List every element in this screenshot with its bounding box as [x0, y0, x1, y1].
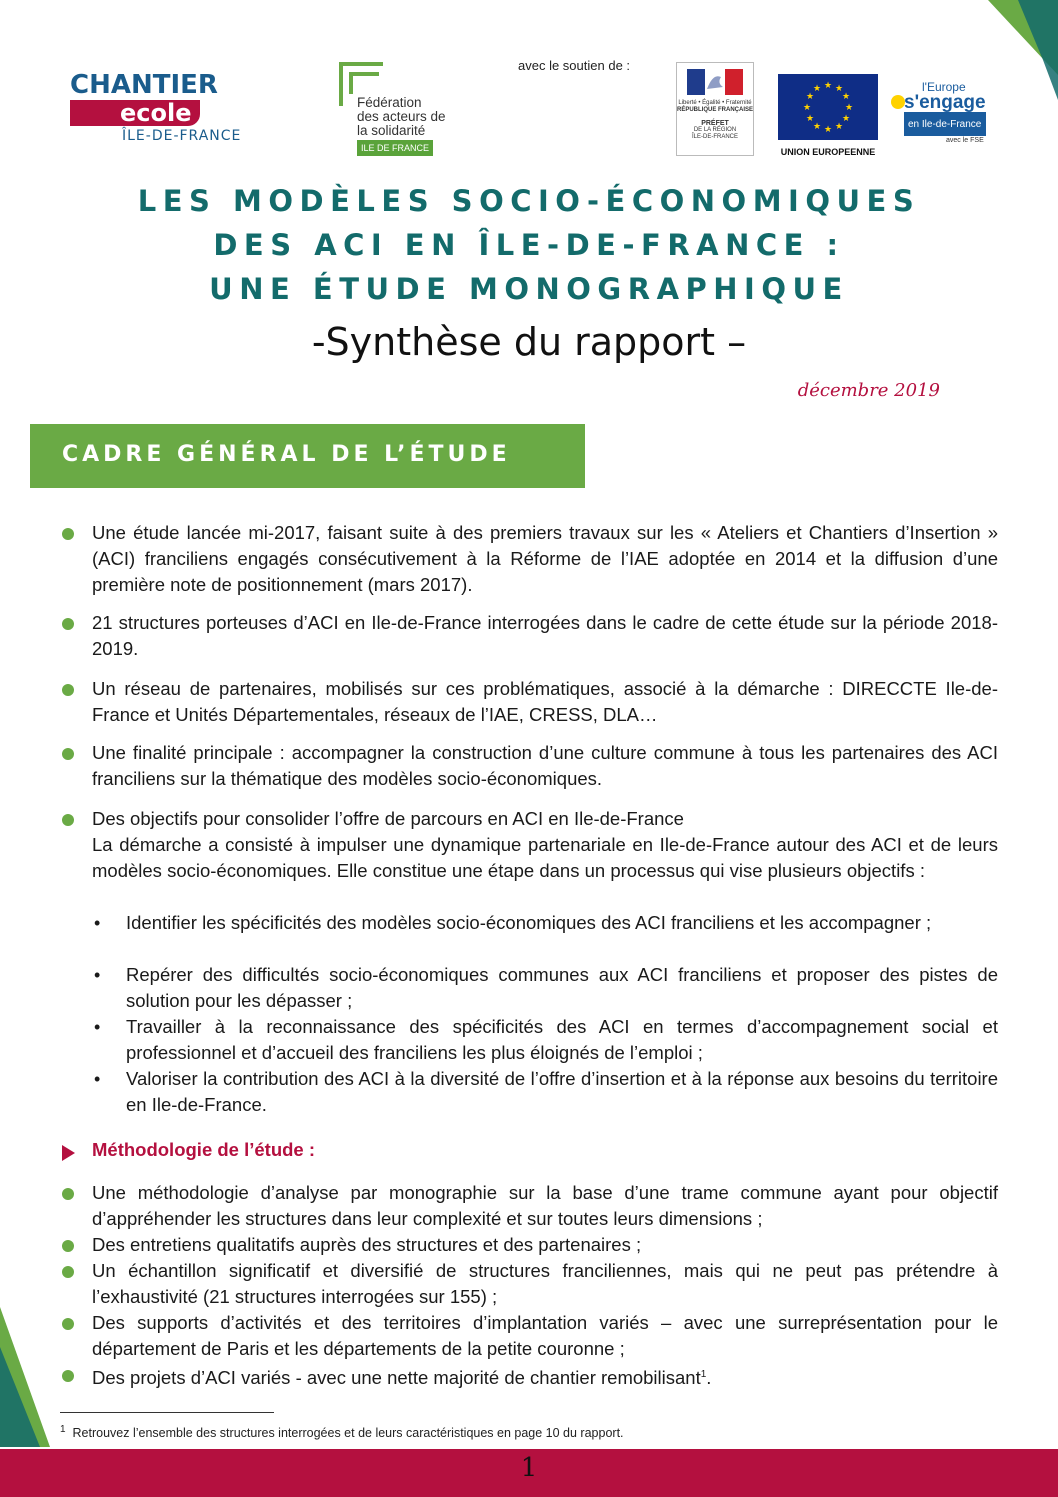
- svg-text:★: ★: [844, 103, 854, 113]
- date: décembre 2019: [797, 380, 940, 401]
- methodology-item: Un échantillon significatif et diversifié de structures franciliennes, mais qui ne peut pas prétendre à l’exhaustivité (21 structures interrogées sur 155) ;: [92, 1260, 998, 1307]
- footnote: [60, 1424, 624, 1440]
- prefet-line: DE LA RÉGION: [693, 127, 737, 133]
- chantier-logo-line3: ÎLE-DE-FRANCE: [122, 128, 242, 144]
- corner-decoration-top: [988, 0, 1058, 100]
- methodology-item: Une méthodologie d’analyse par monographie sur la base d’une trame commune ayant pour objectif d’appréhender les structures dans leur complexité et sur toutes leurs dimensions ;: [92, 1182, 998, 1229]
- methodology-heading: Méthodologie de l’étude :: [92, 1139, 316, 1160]
- methodology-arrow-icon: [62, 1145, 75, 1161]
- methodology-item-last: Des projets d’ACI variés - avec une nette majorité de chantier remobilisant$^1$.: [92, 1367, 712, 1389]
- main-title-line1: LES MODÈLES SOCIO-ÉCONOMIQUES: [137, 184, 921, 218]
- section-heading-bar: [30, 424, 585, 488]
- federation-text-line: la solidarité: [357, 123, 426, 138]
- objective-item: Travailler à la reconnaissance des spécificités des ACI en termes d’accompagnement social et professionnel et d’accueil des franciliens les plus éloignés de l’emploi ;: [126, 1016, 998, 1063]
- marianne-icon: [687, 69, 743, 95]
- svg-text:★: ★: [823, 125, 833, 135]
- footnote-reference[interactable]: 1: [700, 1369, 707, 1380]
- europe-line1: l'Europe: [922, 80, 966, 94]
- federation-badge: ILE DE FRANCE: [357, 140, 433, 156]
- objective-item: Identifier les spécificités des modèles socio-économiques des ACI franciliens et les accompagner ;: [126, 912, 932, 933]
- page-number: 1: [520, 1453, 538, 1483]
- sub-bullet-marker: •: [94, 1069, 101, 1089]
- svg-text:★: ★: [805, 92, 815, 102]
- prefet-logo: [676, 62, 754, 156]
- eu-flag-icon: [778, 74, 878, 140]
- bullet-dot: [62, 618, 74, 630]
- svg-text:★: ★: [834, 84, 844, 94]
- subtitle: -Synthèse du rapport –: [311, 320, 747, 364]
- footnote-number: 1: [60, 1424, 66, 1435]
- chantier-logo-line1: CHANTIER: [70, 70, 218, 100]
- methodology-item: Des entretiens qualitatifs auprès des structures et des partenaires ;: [92, 1234, 642, 1255]
- bullet-item: Un réseau de partenaires, mobilisés sur ces problématiques, associé à la démarche : DIRECCTE Ile-de-France et Unités Départementales, réseaux de l’IAE, CRESS, DLA…: [92, 678, 998, 725]
- europe-line3: en Ile-de-France: [908, 119, 982, 130]
- europe-engage-logo: [890, 80, 990, 150]
- support-text: avec le soutien de :: [518, 58, 631, 73]
- section-heading: CADRE GÉNÉRAL DE L’ÉTUDE: [62, 442, 511, 467]
- main-title-line3: UNE ÉTUDE MONOGRAPHIQUE: [209, 272, 849, 306]
- bullet-item: Une étude lancée mi-2017, faisant suite à des premiers travaux sur les « Ateliers et Chantiers d’Insertion » (ACI) franciliens engagés consécutivement à la Réforme de l’IAE adoptée en 2014 et la diffusion d’une première note de positionnement (mars 2017).: [92, 522, 998, 595]
- svg-text:★: ★: [812, 122, 822, 132]
- svg-text:★: ★: [834, 122, 844, 132]
- methodology-item: Des supports d’activités et des territoires d’implantation variés – avec une surreprésentation pour le département de Paris et les départements de la petite couronne ;: [92, 1312, 998, 1359]
- page-footer: [0, 1449, 1058, 1497]
- svg-text:★: ★: [841, 92, 851, 102]
- main-title-line2: DES ACI EN ÎLE-DE-FRANCE :: [213, 228, 845, 262]
- federation-text-line: des acteurs de: [357, 109, 446, 124]
- chantier-logo-line2: ecole: [70, 100, 200, 126]
- objective-item: Repérer des difficultés socio-économiques communes aux ACI franciliens et proposer des pistes de solution pour les dépasser ;: [126, 964, 998, 1011]
- europe-line2: s'engage: [904, 92, 986, 113]
- objectives-intro: La démarche a consisté à impulser une dynamique partenariale en Ile-de-France autour des ACI et de leurs modèles socio-économiques. Elle constitue une étape dans un processus qui vise plusieurs objectifs :: [92, 834, 998, 881]
- bullet-item: Des objectifs pour consolider l’offre de parcours en ACI en Ile-de-France: [92, 808, 684, 829]
- footnote-text: Retrouvez l’ensemble des structures interrogées et de leurs caractéristiques en page 10 du rapport.: [72, 1426, 624, 1441]
- bullet-dot: [62, 1188, 74, 1200]
- prefet-line: ÎLE-DE-FRANCE: [691, 134, 738, 140]
- bullet-dot: [62, 1318, 74, 1330]
- methodology-item-text: Des projets d’ACI variés - avec une nette majorité de chantier remobilisant: [92, 1367, 701, 1389]
- bullet-item: 21 structures porteuses d’ACI en Ile-de-France interrogées dans le cadre de cette étude sur la période 2018-2019.: [92, 612, 998, 659]
- svg-text:★: ★: [805, 114, 815, 124]
- sub-bullet-marker: •: [94, 965, 101, 985]
- objective-item: Valoriser la contribution des ACI à la diversité de l’offre d’insertion et à la réponse aux besoins du territoire en Ile-de-France.: [126, 1068, 998, 1115]
- prefet-line: RÉPUBLIQUE FRANÇAISE: [677, 107, 754, 113]
- bullet-dot: [62, 528, 74, 540]
- chantier-ecole-logo: [70, 72, 250, 152]
- svg-text:★: ★: [823, 81, 833, 91]
- svg-text:★: ★: [841, 114, 851, 124]
- prefet-line: Liberté • Égalité • Fraternité: [678, 100, 752, 106]
- bullet-dot: [62, 1370, 74, 1382]
- bullet-dot: [62, 814, 74, 826]
- sub-bullet-marker: •: [94, 1017, 101, 1037]
- federation-text: [357, 96, 446, 156]
- prefet-line: PRÉFET: [701, 120, 729, 127]
- bullet-item: Une finalité principale : accompagner la construction d’une culture commune à tous les partenaires des ACI franciliens sur la thématique des modèles socio-économiques.: [92, 742, 998, 789]
- bullet-dot: [62, 1240, 74, 1252]
- federation-text-line: Fédération: [357, 95, 422, 110]
- corner-decoration-bottom: [0, 1307, 50, 1447]
- footnote-divider: [60, 1412, 274, 1413]
- svg-text:★: ★: [812, 84, 822, 94]
- sub-bullet-marker: •: [94, 913, 101, 933]
- europe-line4: avec le FSE: [946, 137, 984, 144]
- eu-logo: [778, 74, 878, 157]
- bullet-dot: [62, 684, 74, 696]
- eu-caption: UNION EUROPEENNE: [780, 147, 876, 157]
- federation-logo: [335, 60, 485, 160]
- bullet-dot: [62, 1266, 74, 1278]
- svg-text:★: ★: [802, 103, 812, 113]
- bullet-dot: [62, 748, 74, 760]
